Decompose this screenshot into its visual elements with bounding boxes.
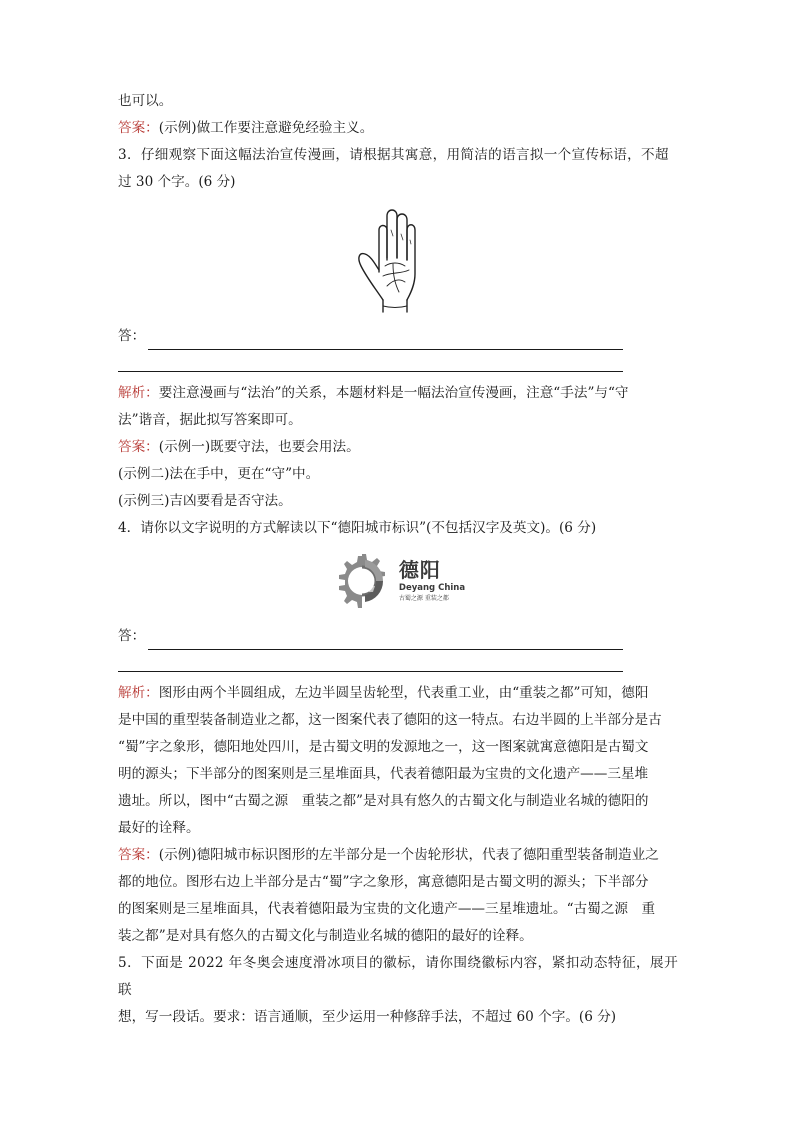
q3-line2: 过 30 个字。(6 分) (118, 174, 236, 190)
q3-line1: 3．仔细观察下面这幅法治宣传漫画，请根据其寓意，用简洁的语言拟一个宣传标语，不超 (118, 147, 669, 163)
hand-cartoon-icon (353, 200, 443, 320)
analysis-label: 解析： (118, 385, 159, 401)
q4-answer-line-2[interactable] (118, 650, 678, 674)
answer-prompt: 答： (118, 328, 146, 344)
deyang-logo (118, 544, 678, 622)
analysis-label: 解析： (118, 685, 159, 701)
q4-answer-2: 都的地位。图形右边上半部分是古“蜀”字之象形，寓意德阳是古蜀文明的源头；下半部分 (118, 874, 649, 890)
q5-line2: 想，写一段话。要求：语言通顺，至少运用一种修辞手法，不超过 60 个字。(6 分) (118, 1009, 617, 1025)
q3-answer-1: 答案：(示例一)既要守法，也要会用法。 (118, 439, 360, 455)
q4-answer-line-1[interactable] (118, 622, 678, 650)
q2-answer (118, 115, 678, 142)
q4-analysis-6: 最好的诠释。 (118, 820, 200, 836)
hand-cartoon (118, 200, 678, 322)
q4-line1: 4．请你以文字说明的方式解读以下“德阳城市标识”(不包括汉字及英文)。(6 分) (118, 520, 597, 536)
q2-answer-text: (示例)做工作要注意避免经验主义。 (158, 120, 374, 136)
q4-answer-3: 的图案则是三星堆面具，代表着德阳最为宝贵的文化遗产——三星堆遗址。“古蜀之源 重 (118, 901, 656, 917)
q5-line1: 5．下面是 2022 年冬奥会速度滑冰项目的徽标，请你围绕徽标内容，紧扣动态特征，展开联 (118, 955, 678, 998)
gear-logo-icon (331, 550, 393, 612)
q4-analysis-3: “蜀”字之象形，德阳地处四川，是古蜀文明的发源地之一，这一图案就寓意德阳是古蜀文 (118, 739, 649, 755)
q4-answer-4: 装之都”是对具有悠久的古蜀文化与制造业名城的德阳的最好的诠释。 (118, 928, 533, 944)
logo-cn: 德阳 (398, 558, 441, 583)
q4-answer-1: 答案：(示例)德阳城市标识图形的左半部分是一个齿轮形状，代表了德阳重型装备制造业之 (118, 847, 659, 863)
answer-label: 答案： (118, 847, 159, 863)
intro-tail: 也可以。 (118, 93, 173, 109)
q4-analysis-4: 明的源头；下半部分的图案则是三星堆面具，代表着德阳最为宝贵的文化遗产——三星堆 (118, 766, 649, 782)
answer-prompt: 答： (118, 628, 146, 644)
answer-label: 答案： (118, 120, 159, 136)
q3-analysis: 解析：要注意漫画与“法治”的关系，本题材料是一幅法治宣传漫画，注意“手法”与“守 (118, 385, 629, 401)
logo-sub: 古蜀之源 重装之都 (398, 594, 449, 602)
q3-answer-2: (示例二)法在手中，更在“守”中。 (118, 466, 320, 482)
q3-answer-line-1[interactable] (118, 322, 678, 350)
q4-analysis-1: 解析：图形由两个半圆组成，左边半圆呈齿轮型，代表重工业，由“重装之都”可知，德阳 (118, 685, 649, 701)
q4-analysis-5: 遗址。所以，图中“古蜀之源 重装之都”是对具有悠久的古蜀文化与制造业名城的德阳的 (118, 793, 649, 809)
logo-en: Deyang China (398, 583, 466, 594)
q4-analysis-2: 是中国的重型装备制造业之都，这一图案代表了德阳的这一特点。右边半圆的上半部分是古 (118, 712, 662, 728)
logo-text (399, 560, 465, 602)
q3-answer-3: (示例三)吉凶要看是否守法。 (118, 493, 292, 509)
answer-label: 答案： (118, 439, 159, 455)
q3-analysis-cont: 法”谐音，据此拟写答案即可。 (118, 412, 302, 428)
document-page (118, 88, 678, 1031)
q3-answer-line-2[interactable] (118, 350, 678, 374)
